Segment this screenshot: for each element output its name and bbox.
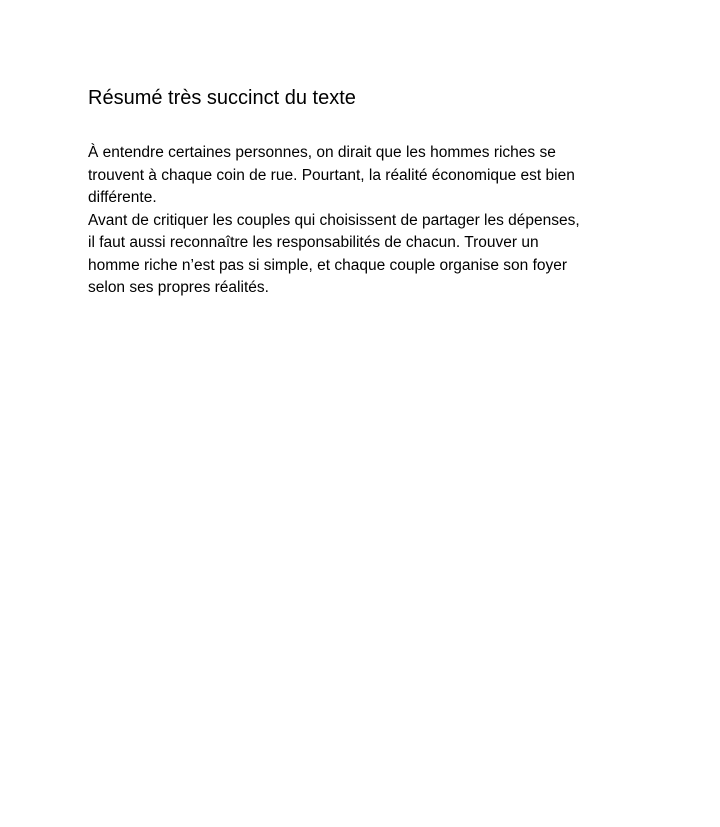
document-body <box>88 142 648 300</box>
paragraph-2 <box>88 210 648 300</box>
paragraph-line: il faut aussi reconnaître les responsabilités de chacun. Trouver un <box>88 234 539 251</box>
paragraph-line: homme riche n’est pas si simple, et chaque couple organise son foyer <box>88 256 568 274</box>
document-content <box>88 86 648 300</box>
paragraph-line: selon ses propres réalités. <box>88 279 269 296</box>
document-title: Résumé très succinct du texte <box>88 87 356 109</box>
paragraph-line: Avant de critiquer les couples qui choisissent de partager les dépenses, <box>88 211 580 229</box>
paragraph-1 <box>88 142 648 210</box>
paragraph-line: À entendre certaines personnes, on dirait que les hommes riches se <box>88 144 556 161</box>
paragraph-line: différente. <box>88 189 157 206</box>
paragraph-line: trouvent à chaque coin de rue. Pourtant, la réalité économique est bien <box>88 166 575 184</box>
